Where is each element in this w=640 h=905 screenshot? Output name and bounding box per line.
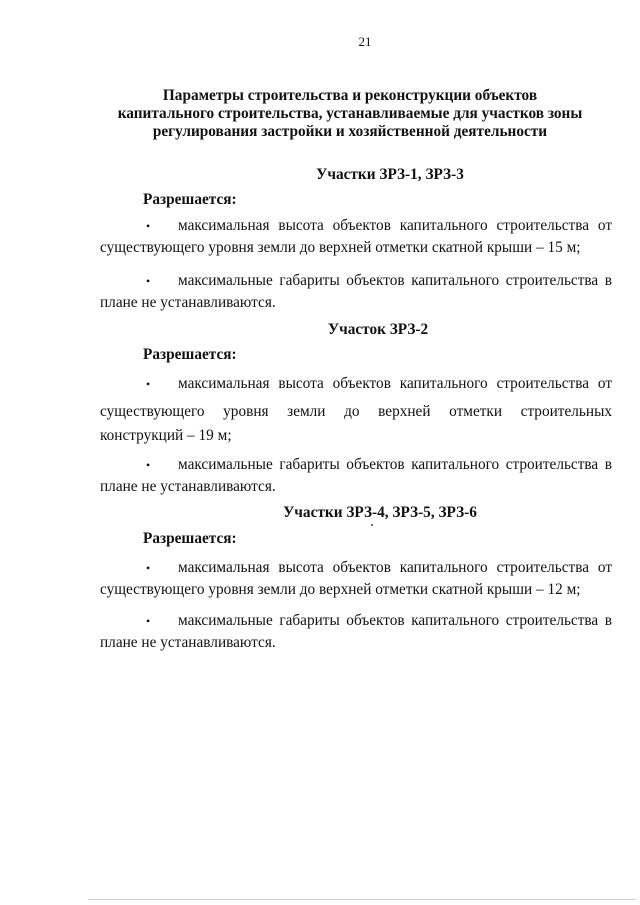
list-item	[100, 373, 612, 447]
document-title	[100, 87, 600, 141]
list-item	[100, 215, 612, 259]
title-line-3: регулирования застройки и хозяйственной деятельности	[152, 123, 548, 140]
item-line: максимальная высота объектов капитального строительства от	[178, 217, 612, 234]
bullet-icon: •	[146, 458, 151, 472]
item-line: максимальная высота объектов капитального строительства от	[178, 375, 612, 392]
item-line: плане не устанавливаются.	[100, 634, 276, 651]
scan-speck	[371, 524, 373, 526]
item-line: существующего уровня земли до верхней отметки строительных	[100, 403, 612, 420]
title-line-1: Параметры строительства и реконструкции объектов	[162, 87, 538, 104]
item-line: максимальная высота объектов капитального строительства от	[178, 559, 612, 576]
item-line: существующего уровня земли до верхней отметки скатной крыши – 12 м;	[100, 581, 581, 598]
allowed-label: Разрешается:	[143, 530, 237, 547]
item-line: максимальные габариты объектов капитального строительства в	[178, 612, 612, 629]
list-item	[100, 270, 612, 314]
scan-edge-line	[88, 899, 636, 900]
list-item	[100, 610, 612, 654]
bullet-icon: •	[146, 219, 151, 233]
page-number: 21	[358, 34, 372, 49]
item-line: существующего уровня земли до верхней отметки скатной крыши – 15 м;	[100, 239, 581, 256]
bullet-icon: •	[146, 614, 151, 628]
bullet-icon: •	[146, 377, 151, 391]
item-line: плане не устанавливаются.	[100, 478, 276, 495]
list-item	[100, 557, 612, 601]
item-line: максимальные габариты объектов капитального строительства в	[178, 272, 612, 289]
item-line: плане не устанавливаются.	[100, 294, 276, 311]
section-heading-zrz-4-5-6: Участки ЗРЗ-4, ЗРЗ-5, ЗРЗ-6	[283, 504, 477, 521]
title-line-2: капитального строительства, устанавливаемые для участков зоны	[117, 105, 583, 122]
section-heading-zrz-1-3: Участки ЗРЗ-1, ЗРЗ-3	[316, 166, 464, 183]
item-line: конструкций – 19 м;	[100, 427, 232, 444]
bullet-icon: •	[146, 274, 151, 288]
list-item	[100, 454, 612, 498]
section-heading-zrz-2: Участок ЗРЗ-2	[327, 321, 429, 338]
item-line: максимальные габариты объектов капитального строительства в	[178, 456, 612, 473]
allowed-label: Разрешается:	[143, 191, 237, 208]
bullet-icon: •	[146, 561, 151, 575]
allowed-label: Разрешается:	[143, 346, 237, 363]
